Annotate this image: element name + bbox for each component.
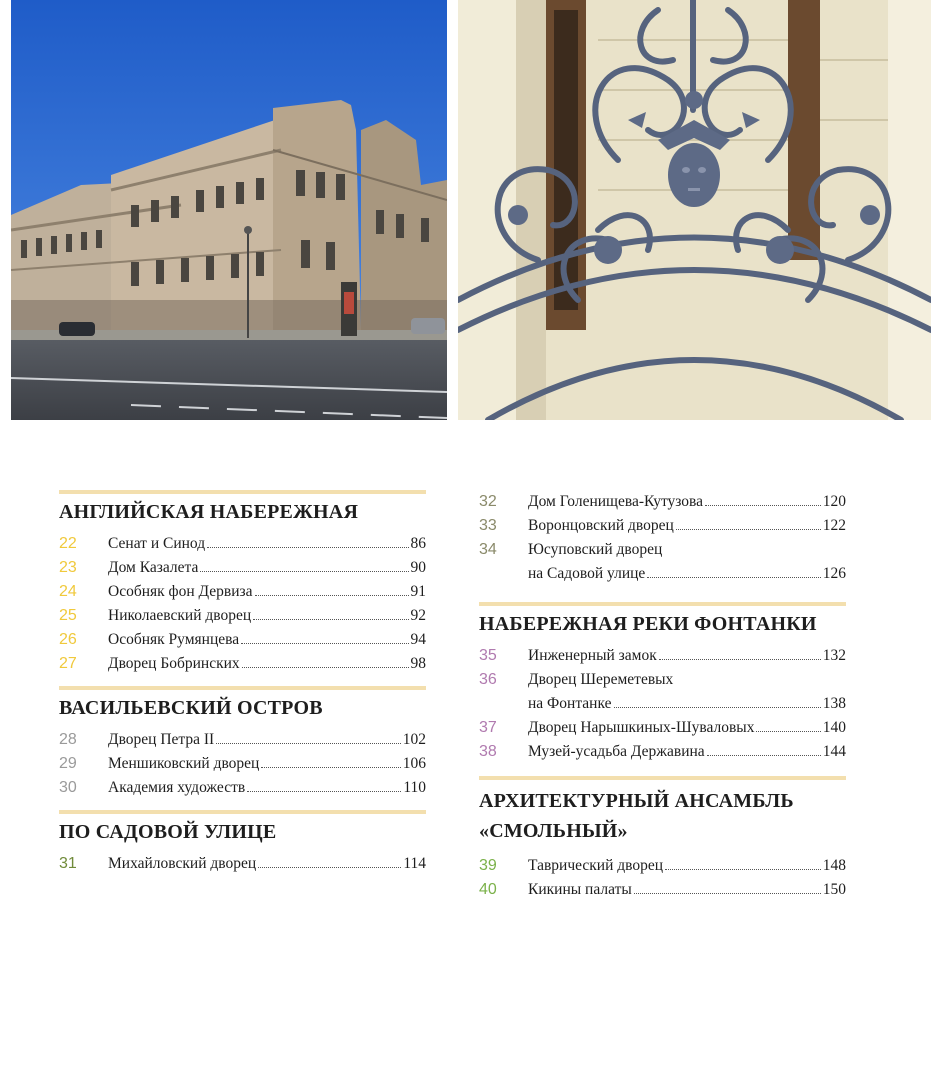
entry-number: 35 (479, 647, 497, 664)
toc-entry[interactable] (479, 668, 846, 716)
toc-section (479, 776, 846, 902)
page-number: 106 (402, 755, 426, 772)
page-number: 148 (822, 857, 846, 874)
toc-entry[interactable] (479, 644, 846, 668)
entry-line (108, 604, 426, 628)
leader-dots (261, 767, 400, 768)
entry-number: 38 (479, 743, 497, 760)
entry-line (528, 490, 846, 514)
leader-dots (216, 743, 401, 744)
page-number: 144 (822, 743, 846, 760)
leader-dots (242, 667, 409, 668)
section-entries (479, 854, 846, 902)
section-entries (479, 644, 846, 764)
section-heading: ВАСИЛЬЕВСКИЙ ОСТРОВ (59, 697, 323, 719)
leader-dots (200, 571, 408, 572)
toc-entry[interactable] (59, 728, 426, 752)
entry-line (108, 728, 426, 752)
entry-line (528, 644, 846, 668)
entry-line (528, 668, 846, 692)
entry-title: Сенат и Синод (108, 535, 206, 552)
entry-number: 34 (479, 541, 497, 558)
entry-line (528, 740, 846, 764)
entry-line (108, 852, 426, 876)
page-number: 122 (822, 517, 846, 534)
entry-title: Меншиковский дворец (108, 755, 260, 772)
section-entries (59, 852, 426, 876)
toc-entry[interactable] (59, 604, 426, 628)
entry-number: 37 (479, 719, 497, 736)
entry-number: 31 (59, 855, 77, 872)
toc-section (479, 490, 846, 586)
entry-title: Инженерный замок (528, 647, 657, 664)
entry-number: 25 (59, 607, 77, 624)
section-rule (479, 602, 846, 606)
leader-dots (676, 529, 821, 530)
section-entries (59, 728, 426, 800)
entry-number: 32 (479, 493, 497, 510)
page-number: 90 (410, 559, 426, 576)
entry-number: 36 (479, 671, 497, 688)
leader-dots (665, 869, 821, 870)
entry-title: Академия художеств (108, 779, 246, 796)
entry-line (108, 580, 426, 604)
entry-number: 22 (59, 535, 77, 552)
leader-dots (705, 505, 821, 506)
toc-section (59, 686, 426, 800)
toc-entry[interactable] (59, 752, 426, 776)
page-number: 150 (822, 881, 846, 898)
toc-entry[interactable] (479, 490, 846, 514)
page-number: 98 (410, 655, 426, 672)
section-heading: АРХИТЕКТУРНЫЙ АНСАМБЛЬ «СМОЛЬНЫЙ» (479, 790, 794, 842)
leader-dots (258, 867, 401, 868)
entry-line (528, 692, 846, 716)
toc-entry[interactable] (479, 538, 846, 586)
section-heading: АНГЛИЙСКАЯ НАБЕРЕЖНАЯ (59, 501, 359, 523)
leader-dots (756, 731, 820, 732)
entry-number: 27 (59, 655, 77, 672)
entry-line (108, 652, 426, 676)
page-number: 92 (410, 607, 426, 624)
toc-section (479, 602, 846, 764)
page-number: 132 (822, 647, 846, 664)
toc-entry[interactable] (59, 556, 426, 580)
page-number: 140 (822, 719, 846, 736)
entry-number: 30 (59, 779, 77, 796)
building-illustration (11, 0, 447, 420)
entry-title: Дворец Шереметевых (528, 671, 674, 688)
section-rule (59, 810, 426, 814)
section-rule (59, 686, 426, 690)
entry-title: Особняк фон Дервиза (108, 583, 253, 600)
gate-ornament-illustration (458, 0, 931, 420)
entry-title: Таврический дворец (528, 857, 664, 874)
entry-line (528, 514, 846, 538)
entry-title: на Фонтанке (528, 695, 612, 712)
entry-title: Николаевский дворец (108, 607, 252, 624)
entry-title: Михайловский дворец (108, 855, 257, 872)
leader-dots (253, 619, 408, 620)
entry-number: 29 (59, 755, 77, 772)
toc-entry[interactable] (59, 776, 426, 800)
section-entries (59, 532, 426, 676)
toc-entry[interactable] (59, 628, 426, 652)
toc-entry[interactable] (479, 716, 846, 740)
wrought-iron-gate-photo (458, 0, 931, 420)
entry-title: Музей-усадьба Державина (528, 743, 705, 760)
section-rule (479, 776, 846, 780)
page-number: 120 (822, 493, 846, 510)
page-number: 86 (410, 535, 426, 552)
entry-line (108, 556, 426, 580)
entry-number: 24 (59, 583, 77, 600)
page-number: 126 (822, 565, 846, 582)
entry-line (528, 854, 846, 878)
leader-dots (255, 595, 409, 596)
page-number: 91 (410, 583, 426, 600)
section-entries (479, 490, 846, 586)
entry-line (108, 776, 426, 800)
leader-dots (241, 643, 408, 644)
page-number: 114 (403, 855, 426, 872)
entry-title: Дом Казалета (108, 559, 199, 576)
section-heading: ПО САДОВОЙ УЛИЦЕ (59, 821, 277, 843)
entry-number: 33 (479, 517, 497, 534)
toc-entry[interactable] (479, 740, 846, 764)
leader-dots (207, 547, 408, 548)
entry-line (528, 538, 846, 562)
page-number: 110 (403, 779, 426, 796)
toc-entry[interactable] (479, 854, 846, 878)
leader-dots (634, 893, 821, 894)
entry-title: Особняк Румянцева (108, 631, 240, 648)
page-number: 138 (822, 695, 846, 712)
entry-title: Дворец Бобринских (108, 655, 240, 672)
entry-title: Воронцовский дворец (528, 517, 674, 534)
entry-number: 28 (59, 731, 77, 748)
entry-number: 39 (479, 857, 497, 874)
toc-entry[interactable] (59, 580, 426, 604)
toc-column-right (479, 490, 846, 912)
entry-number: 26 (59, 631, 77, 648)
entry-number: 40 (479, 881, 497, 898)
leader-dots (647, 577, 820, 578)
toc-entry[interactable] (479, 514, 846, 538)
page-number: 102 (402, 731, 426, 748)
entry-number: 23 (59, 559, 77, 576)
toc-column-left (59, 490, 426, 886)
leader-dots (707, 755, 821, 756)
page-number: 94 (410, 631, 426, 648)
entry-title: Дворец Нарышкиных-Шуваловых (528, 719, 755, 736)
entry-title: Дворец Петра II (108, 731, 215, 748)
toc-entry[interactable] (479, 878, 846, 902)
entry-line (528, 878, 846, 902)
building-photo (11, 0, 447, 420)
leader-dots (247, 791, 401, 792)
entry-title: Юсуповский дворец (528, 541, 663, 558)
leader-dots (659, 659, 821, 660)
entry-line (108, 752, 426, 776)
leader-dots (614, 707, 821, 708)
toc-entry[interactable] (59, 532, 426, 556)
section-rule (59, 490, 426, 494)
entry-line (528, 562, 846, 586)
toc-section (59, 810, 426, 876)
toc-entry[interactable] (59, 652, 426, 676)
toc-entry[interactable] (59, 852, 426, 876)
toc-section (59, 490, 426, 676)
entry-line (528, 716, 846, 740)
entry-title: Кикины палаты (528, 881, 632, 898)
entry-title: на Садовой улице (528, 565, 646, 582)
section-heading: НАБЕРЕЖНАЯ РЕКИ ФОНТАНКИ (479, 613, 817, 635)
entry-line (108, 628, 426, 652)
entry-line (108, 532, 426, 556)
entry-title: Дом Голенищева-Кутузова (528, 493, 704, 510)
